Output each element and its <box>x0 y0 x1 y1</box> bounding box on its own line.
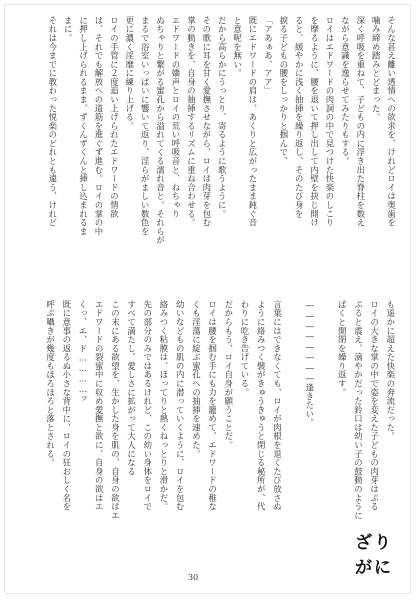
text-column: ると、緩やかに浅く抽挿を繰り返し、そのたび身を <box>294 16 305 219</box>
text-column: ロイの手管に２度追い上げられたエドワードの情欲 <box>109 16 120 219</box>
text-column: わりに吃き告げている。 <box>240 300 250 397</box>
text-column <box>319 300 333 575</box>
text-column: ロイはエドワードの肉洞の中で見つけた快楽のしこり <box>325 16 335 227</box>
text-column: ように絡みつく襞がきゅうきゅうと閉じる秘所が、代 <box>256 300 267 511</box>
text-column: ながら意識を逸らせてみたりもする。 <box>340 16 351 166</box>
text-column: は、それでも解放への道筋を進ぐず進む。ロイの掌の中 <box>94 16 104 236</box>
page-number: 30 <box>188 573 199 582</box>
text-column: だから高らかにうっとり、寄るように歌うように。 <box>217 16 228 219</box>
text-column: くも淫蕩に綻ぶ蜜孔への抽挿を速めた。 <box>191 300 202 459</box>
text-column: 既に意事の返るぬ小さな背中に、ロイの狂おしく名を <box>61 300 72 511</box>
text-column: 言葉にはできなくても、ロイが肉根を退くたび放さぬ <box>272 300 283 511</box>
text-column: だからもう、ロイ自身が願うことだ。 <box>223 300 234 450</box>
text-column: 捩る子どもの腰をしっかりと掴んで、 <box>278 16 289 166</box>
text-column: すべて満たし、愛しさに拡がって大人になる <box>126 300 137 476</box>
text-column: まるで浴室いっぱいに響いて返り、淫らがましい数色を <box>140 16 151 236</box>
text-column: 先の部分のみではあるけれど、この幼い身体をロイで <box>142 300 153 511</box>
text-column: その歌に耳を甘く愛撫させながら、ロイは肉芽を包む <box>201 16 212 227</box>
text-column: に押し上げられるまま、ずくんずくんと挿し込まれるま <box>78 16 89 236</box>
text-column: 絡みつく粘膜は、ほってりと熱くねっとりと滑かだ。 <box>159 300 169 511</box>
text-column: ロイの大きな掌の中で姿を変えた子どもの肉芽はぷる <box>369 300 380 511</box>
text-column: エドワードの裂蜜中に収め愛撫と欲に、自身の欲はエ <box>94 300 105 511</box>
text-column: この末にある欲望を、生かした身を肌の、自身の欲はエ <box>110 300 121 520</box>
text-column: ――――――――逢きたい。 <box>304 300 315 428</box>
lower-text-block <box>40 300 400 575</box>
text-column: も遥かに超えた快楽の奔流だった。 <box>385 300 396 441</box>
text-column: ぷると震え、滴やかだった鈴口は幼い子の鼓動のように <box>353 300 364 520</box>
text-column: 既にエドワードの肩は、あくりと広がったまま鈍ぐ音 <box>248 16 258 227</box>
text-column: ロイは腰を掴む手にも力を籠めて、エドワードの稚な <box>207 300 218 511</box>
text-column: と意呢を無い。 <box>232 16 243 78</box>
text-column: そんな甚え離い透情への欲求を、けれどロイは奥歯を <box>386 16 397 227</box>
text-column: 更に濃く淫靡に練り上げる。 <box>124 16 135 131</box>
text-column: それは今までに教わった悦楽のどれとも違う、けれど <box>47 16 58 227</box>
text-column: を摩るように、腰を退いて押し出して内壁を抉じ開け <box>309 16 320 227</box>
text-column: くっ、エ、ド…………ッ <box>78 300 88 404</box>
circle-name: ざりがに <box>355 533 393 578</box>
text-column: 呼ぶ囁きが幾度もほろほろと落とされる。 <box>45 300 56 468</box>
text-column: 掌の動きを、自身の抽挿するリズムに重ね合わせる。 <box>186 16 197 227</box>
text-column: 深く呼吸を重ねて、子どもの内に浮き出た脊柱を数え <box>355 16 366 227</box>
text-column: 噛み締め踏みとどまった。 <box>371 16 382 122</box>
text-column: 幼いなどもの肌の内に潜っていくように、ロイを包む <box>175 300 186 511</box>
text-column: まに。 <box>63 16 74 43</box>
text-column: エドワードの嬌声とロイの荒い呼吸音と、ねちゃり <box>171 16 181 219</box>
text-column: ぬちゃりと繋がる蜜孔から溢れてくる濡れ音と。それらが <box>155 16 166 245</box>
upper-text-block <box>40 16 400 296</box>
text-column <box>287 300 301 575</box>
text-column: ぱくと開閉を繰り返す。 <box>337 300 348 397</box>
text-column: 「アあぁあ、アア」 <box>263 16 274 96</box>
